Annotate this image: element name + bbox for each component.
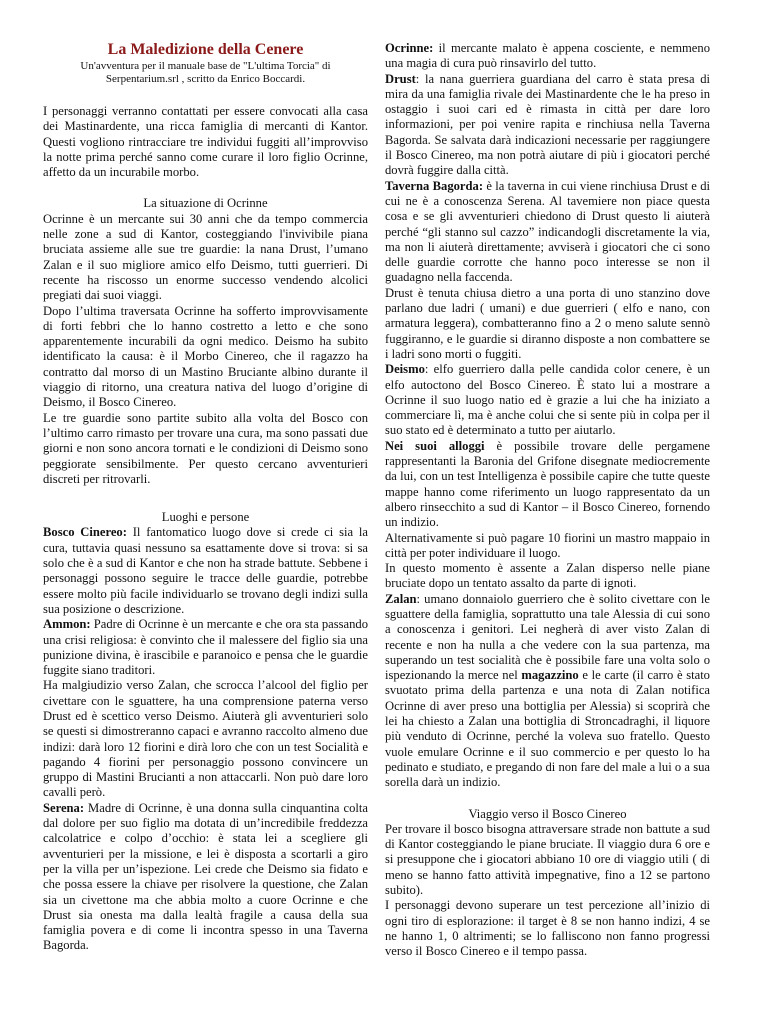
- situazione-paragraph-2: Dopo l’ultima traversata Ocrinne ha sofferto improvvisamente di forti febbri che lo hanno costretto a letto e che sono apparentemente incurabili da ogni medico. Deismo ha subito identificato la causa: è il Morbo Cinereo, che il ragazzo ha contratto dal morso di un Mastino Bruciante albino durante il viaggio di ritorno, una creatura nativa del luogo d’origine di Deismo, il Bosco Cinereo.: [43, 303, 368, 410]
- serena-paragraph: [43, 801, 368, 954]
- taverna-paragraph-2: Drust è tenuta chiusa dietro a una porta di uno stanzino dove parlano due ladri ( umani) e due guerrieri ( elfo e nano, con armatura leggera), combatteranno fino a 2 o meno salute sennò fuggiranno, e le guardie si diranno disposte a non combattere se i ladri sono morti o fuggiti.: [385, 285, 710, 361]
- zalan-paragraph: [385, 592, 710, 791]
- ammon-label: Ammon:: [43, 617, 91, 632]
- left-column: [43, 0, 368, 954]
- deismo-paragraph: [385, 362, 710, 438]
- ammon-paragraph-2: Ha malgiudizio verso Zalan, che scrocca l’alcool del figlio per civettare con le sguattere, ha una comprensione paterna verso Drust ed è scettico verso Deismo. Aiuterà gli avventurieri solo se questi si dimostreranno capaci e avranno raccolto almeno due indizi: darà loro 12 fiorini e dirà loro che con un test Socialità e pagando 4 fiorini per personaggio possono convincere un gruppo di Mastini Brucianti a non attaccarli. Non può dare loro cavalli però.: [43, 678, 368, 800]
- document-title: La Maledizione della Cenere: [107, 41, 304, 58]
- zalan-text-1: : umano donnaiolo guerriero che è solito civettare con le sguattere della famiglia, soprattutto una tale Alessia di cui sono a conoscenza i genitori. Lei negherà di aver visto Zalan di recente e non ha nulla a che vedere con la sua partenza, ma superando un test socialità che è possibile fare una volta solo o ispezionando la merce nel: [385, 591, 710, 683]
- document-subtitle: [43, 60, 368, 86]
- subtitle-line-1: Un'avventura per il manuale base de "L'ultima Torcia" di: [80, 60, 331, 72]
- viaggio-paragraph-2: I personaggi devono superare un test percezione all’inizio di ogni tiro di esplorazione: il target è 8 se non hanno indizi, 4 se ne hanno 1, 0 altrimenti; se lo falliscono non fanno progressi verso il Bosco Cinereo e il tempo passa.: [385, 898, 710, 959]
- ocrinne-text: il mercante malato è appena cosciente, e nemmeno una magia di cura può rinsavirlo del tutto.: [385, 41, 710, 71]
- taverna-text: è la taverna in cui viene rinchiusa Drust e di cui ne è a conoscenza Serena. Al tavemiere non piace questa cosa e se gli avventurieri chiedono di Drust questo li aiuterà perché “gli stanno sul cazzo” indicandogli discretamente la via, ma non li aiuterà direttamente; avviserà i giocatori che ci sono delle guardie corrotte che hanno poco interesse se non il guadagno nella faccenda.: [385, 178, 710, 285]
- bosco-text: Il fantomatico luogo dove si crede ci sia la cura, tuttavia quasi nessuno sa esattamente dove si trova: si sa solo che è a sud di Kantor e che non ha strade battute. Sebbene i personaggi possono seguire le tracce delle guardie, potrebbe essere molto più facile individuarlo se trovano degli indizi sulla sua posizione o descrizione.: [43, 525, 368, 616]
- deismo-label: Deismo: [385, 362, 425, 377]
- section-heading-luoghi: Luoghi e persone: [161, 510, 250, 525]
- alloggi-label: Nei suoi alloggi: [385, 438, 485, 453]
- alloggi-paragraph-2: Alternativamente si può pagare 10 fiorini un mastro mappaio in città per poter individuare il luogo.: [385, 530, 710, 560]
- magazzino-label: magazzino: [521, 668, 579, 683]
- bosco-label: Bosco Cinereo:: [43, 525, 127, 540]
- ocrinne-paragraph: [385, 41, 710, 72]
- right-column: [385, 41, 710, 960]
- section-heading-viaggio: Viaggio verso il Bosco Cinereo: [468, 806, 627, 821]
- deismo-text: : elfo guerriero dalla pelle candida color cenere, è un elfo autoctono del Bosco Cinereo. È stato lui a mostrare a Ocrinne il suo luogo natio ed è grazie a lui che ha iniziato a commerciare lì, ma è anche colui che si sente più in colpa per il suo stato ed è determinato a tutto per aiutarlo.: [385, 362, 710, 438]
- zalan-text-2: e le carte (il carro è stato svuotato prima della partenza e una nota di Zalan notifica Ocrinne di aver preso una bottiglia per Alessia) si scoprirà che lei ha chiesto a Zalan una bottiglia di Stroncadraghi, il liquore più venduto di Ocrinne, perché la voleva suo fratello. Questo vuole emulare Ocrinne e il suo commercio e per questo lo ha pedinato e studiato, e pregando di non fare del male a lui o a sua sorella darà un indizio.: [385, 668, 710, 790]
- drust-paragraph: [385, 72, 710, 179]
- alloggi-paragraph-3: In questo momento è assente a Zalan disperso nelle piane bruciate dopo un tentato assalto da parte di ignoti.: [385, 561, 710, 591]
- zalan-label: Zalan: [385, 591, 417, 606]
- serena-label: Serena:: [43, 800, 85, 815]
- subtitle-line-2: Serpentarium.srl , scritto da Enrico Boccardi.: [105, 73, 306, 85]
- ocrinne-label: Ocrinne:: [385, 41, 434, 55]
- drust-text: : la nana guerriera guardiana del carro è stata presa di mira da una famiglia rivale dei Mastinardente che le ha preso in ostaggio i suoi cari ed è rimasta in città per dare loro informazioni, per poi venire rapita e rinchiusa nella Taverna Bagorda. Se salvata darà indicazioni necessarie per raggiungere il Bosco Cinereo, ma non potrà aiutare di più i giocatori perché dovrà fuggire dalla città.: [385, 71, 710, 178]
- taverna-paragraph: [385, 179, 710, 286]
- alloggi-paragraph: [385, 439, 710, 531]
- intro-paragraph: I personaggi verranno contattati per essere convocati alla casa dei Mastinardente, una ricca famiglia di mercanti di Kantor. Questi vogliono rintracciare tre individui fuggiti all’improvviso la notte prima perché sanno come curare il loro figlio Ocrinne, affetto da un incurabile morbo.: [43, 104, 368, 180]
- situazione-paragraph-3: Le tre guardie sono partite subito alla volta del Bosco con l’ultimo carro rimasto per trovare una cura, ma sono passati due giorni e non sono ancora tornati e le condizioni di Deismo sono peggiorate sensibilmente. Per questo cercano avventurieri discreti per ritrovarli.: [43, 410, 368, 486]
- viaggio-paragraph-1: Per trovare il bosco bisogna attraversare strade non battute a sud di Kantor costeggiando le piane bruciate. Il viaggio dura 6 ore e si presuppone che i giocatori abbiano 10 ore di viaggio utili ( di meno se hanno fatto attività impegnative, fino a 12 se partono subito).: [385, 821, 710, 898]
- drust-label: Drust: [385, 71, 416, 86]
- ammon-paragraph: [43, 617, 368, 678]
- serena-text: Madre di Ocrinne, è una donna sulla cinquantina colta dal dolore per suo figlio ma dotata di un’incredibile freddezza calcolatrice e colpo d’occhio: è stata lei a scegliere gli avventurieri per la missione, e lei è disposta a scortarli a giro per la villa per un’ispezione. Lei crede che Deismo sia fidato e che possa essere la chiave per risolvere la questione, che Zalan sia un civettone ma che abbia molto a cuore Ocrinne e che Drust sia onesta ma dalla lealtà fragile a causa della sua famiglia povera e di come li incontra spesso in una Taverna Bagorda.: [43, 800, 368, 953]
- bosco-paragraph: [43, 525, 368, 617]
- alloggi-text: è possibile trovare delle pergamene rappresentanti la Baronia del Grifone disegnate mediocremente da lui, con un test Intelligenza è possibile capire che tutte queste mappe hanno come riferimento un luogo rappresentato da un albero rinsecchito a sud di Kantor – il Bosco Cinereo, fornendo un indizio.: [385, 438, 710, 530]
- taverna-label: Taverna Bagorda:: [385, 178, 484, 193]
- ammon-text: Padre di Ocrinne è un mercante e che ora sta passando una crisi religiosa: è convinto che il malessere del figlio sia una punizione divina, è irascibile e paranoico e pensa che le guardie fuggite siano traditori.: [43, 617, 368, 678]
- section-heading-situazione: La situazione di Ocrinne: [143, 196, 268, 211]
- situazione-paragraph-1: Ocrinne è un mercante sui 30 anni che da tempo commercia nelle zone a sud di Kantor, costeggiando l'invivibile piana bruciata assieme alle sue tre guardie: la nana Drust, l’umano Zalan e il suo migliore amico elfo Deismo, tutti guerrieri. Di recente ha riscosso un enorme successo vendendo alcolici pregiati dai suoi viaggi.: [43, 211, 368, 303]
